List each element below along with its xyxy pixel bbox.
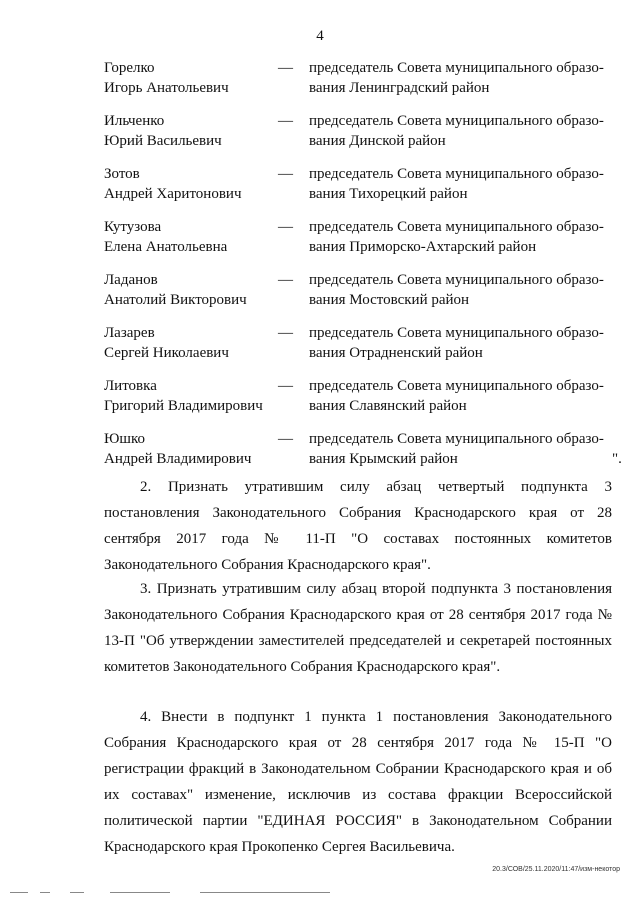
member-name bbox=[104, 164, 284, 204]
paragraph-3: 3. Признать утратившим силу абзац второй подпункта 3 постановления Законодательного Собрания Краснодарского края от 28 сентября 2017 года № 13-П "Об утверждении заместителей председателей и секретарей постоянных комитетов Законодательного Собрания Краснодарского края". bbox=[104, 581, 612, 675]
member-given-names: Юрий Васильевич bbox=[104, 133, 222, 149]
dash-separator: — bbox=[278, 219, 293, 235]
document-footer-code: 20.3/СОВ/25.11.2020/11:47/изм-некотор bbox=[492, 866, 620, 873]
member-name bbox=[104, 376, 284, 416]
member-surname: Юшко bbox=[104, 431, 145, 447]
role-line: председатель Совета муниципального образо- bbox=[309, 378, 604, 394]
member-given-names: Андрей Владимирович bbox=[104, 451, 252, 467]
member-surname: Ладанов bbox=[104, 272, 158, 288]
dash-separator: — bbox=[278, 325, 293, 341]
role-line: председатель Совета муниципального образо- bbox=[309, 219, 604, 235]
scan-mark bbox=[200, 892, 330, 893]
role-line: вания Мостовский район bbox=[309, 292, 470, 308]
role-line: вания Отрадненский район bbox=[309, 345, 483, 361]
list-item bbox=[0, 217, 640, 270]
list-item bbox=[0, 323, 640, 376]
member-surname: Литовка bbox=[104, 378, 157, 394]
member-role bbox=[309, 376, 609, 416]
role-line: вания Ленинградский район bbox=[309, 80, 490, 96]
member-surname: Горелко bbox=[104, 60, 155, 76]
members-list bbox=[0, 58, 640, 482]
dash-separator: — bbox=[278, 378, 293, 394]
role-line: вания Славянский район bbox=[309, 398, 467, 414]
paragraph-2: 2. Признать утратившим силу абзац четвертый подпункта 3 постановления Законодательного Собрания Краснодарского края от 28 сентября 2017 года № 11-П "О составах постоянных комитетов Законодательного Собрания Краснодарского края". bbox=[104, 479, 612, 573]
role-line: вания Тихорецкий район bbox=[309, 186, 468, 202]
role-line: председатель Совета муниципального образо- bbox=[309, 272, 604, 288]
member-given-names: Игорь Анатольевич bbox=[104, 80, 229, 96]
member-name bbox=[104, 111, 284, 151]
member-name bbox=[104, 58, 284, 98]
role-line: председатель Совета муниципального образо- bbox=[309, 113, 604, 129]
dash-separator: — bbox=[278, 60, 293, 76]
role-line: председатель Совета муниципального образо- bbox=[309, 431, 604, 447]
list-item bbox=[0, 164, 640, 217]
member-given-names: Анатолий Викторович bbox=[104, 292, 247, 308]
list-item bbox=[0, 111, 640, 164]
dash-separator: — bbox=[278, 272, 293, 288]
member-role bbox=[309, 323, 609, 363]
member-surname: Зотов bbox=[104, 166, 140, 182]
member-role bbox=[309, 164, 609, 204]
scan-mark bbox=[10, 892, 28, 893]
member-surname: Кутузова bbox=[104, 219, 162, 235]
paragraph-4: 4. Внести в подпункт 1 пункта 1 постановления Законодательного Собрания Краснодарского края от 28 сентября 2017 года № 15-П "О регистрации фракций в Законодательном Собрании Краснодарского края и об их составах" изменение, исключив из состава фракции Всероссийской политической партии "ЕДИНАЯ РОССИЯ" в Законодательном Собрании Краснодарского края Прокопенко Сергея Васильевича. bbox=[104, 709, 612, 855]
member-given-names: Андрей Харитонович bbox=[104, 186, 242, 202]
role-line: председатель Совета муниципального образо- bbox=[309, 60, 604, 76]
member-surname: Ильченко bbox=[104, 113, 165, 129]
member-role bbox=[309, 111, 609, 151]
member-given-names: Григорий Владимирович bbox=[104, 398, 263, 414]
member-name bbox=[104, 270, 284, 310]
role-line: вания Приморско-Ахтарский район bbox=[309, 239, 537, 255]
dash-separator: — bbox=[278, 113, 293, 129]
dash-separator: — bbox=[278, 431, 293, 447]
closing-quote: ". bbox=[612, 451, 622, 467]
member-name bbox=[104, 429, 284, 469]
role-line: вания Динской район bbox=[309, 133, 446, 149]
list-item bbox=[0, 376, 640, 429]
page-number: 4 bbox=[316, 28, 324, 44]
member-role bbox=[309, 270, 609, 310]
list-item bbox=[0, 58, 640, 111]
role-line: вания Крымский район bbox=[309, 451, 458, 467]
member-given-names: Елена Анатольевна bbox=[104, 239, 228, 255]
scan-bottom-edge bbox=[0, 890, 640, 896]
member-surname: Лазарев bbox=[104, 325, 155, 341]
scan-mark bbox=[70, 892, 84, 893]
member-role bbox=[309, 429, 609, 469]
role-line: председатель Совета муниципального образо- bbox=[309, 166, 604, 182]
list-item bbox=[0, 270, 640, 323]
scan-mark bbox=[40, 892, 50, 893]
member-name bbox=[104, 323, 284, 363]
member-given-names: Сергей Николаевич bbox=[104, 345, 229, 361]
dash-separator: — bbox=[278, 166, 293, 182]
role-line: председатель Совета муниципального образо- bbox=[309, 325, 604, 341]
member-role bbox=[309, 217, 609, 257]
member-name bbox=[104, 217, 284, 257]
scan-mark bbox=[110, 892, 170, 893]
member-role bbox=[309, 58, 609, 98]
